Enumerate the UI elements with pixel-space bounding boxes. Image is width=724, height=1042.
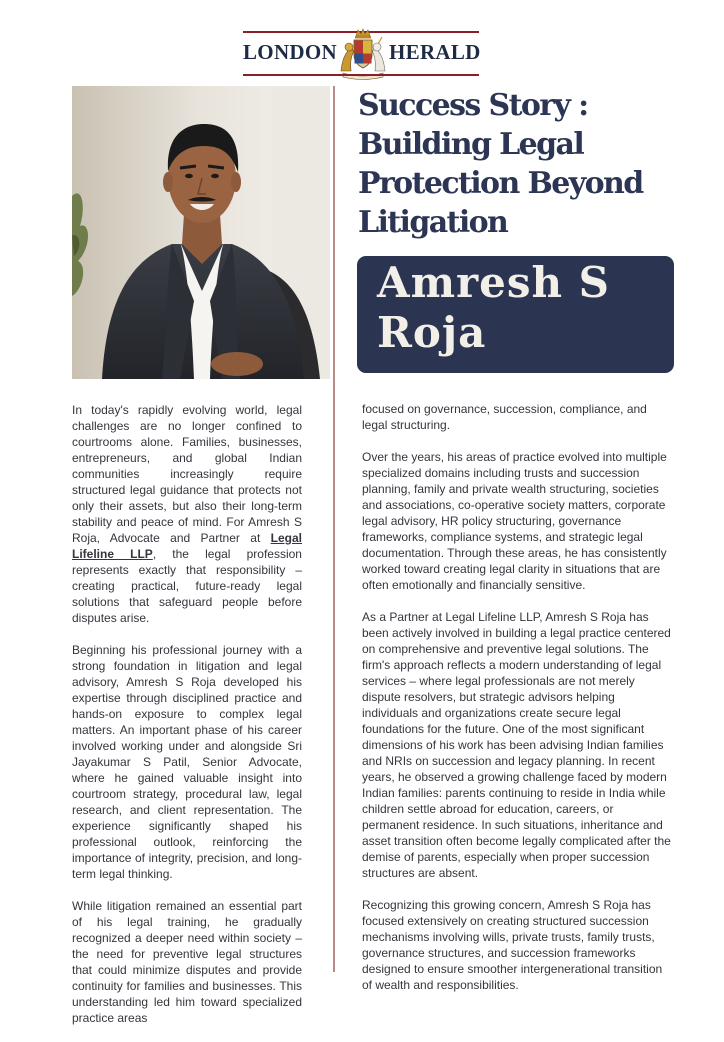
right-column xyxy=(362,401,674,1009)
firm-name-link: Legal Lifeline LLP xyxy=(72,531,302,561)
headline-line-1: Success Story : xyxy=(358,88,588,123)
name-banner xyxy=(357,256,674,373)
headline-line-4: Litigation xyxy=(358,205,508,240)
royal-coat-of-arms-icon xyxy=(337,27,389,81)
portrait-photo-icon xyxy=(72,86,330,379)
masthead xyxy=(243,31,479,81)
headline-line-3: Protection Beyond xyxy=(358,166,643,201)
masthead-title-left: LONDON xyxy=(243,40,337,64)
headline xyxy=(358,86,678,242)
right-paragraph-3: As a Partner at Legal Lifeline LLP, Amresh S Roja has been actively involved in building a legal practice centered on comprehensive and preventive legal solutions. The firm's approach reflects a modern understanding of legal services – where legal professionals are not merely dispute resolvers, but strategic advisors helping individuals and organizations create secure legal foundations for the future. One of the most significant dimensions of his work has been advising Indian families and NRIs on succession and legacy planning. In recent years, he observed a growing challenge faced by modern Indian families: parents continuing to reside in India while children settle abroad for education, careers, or permanent residence. In such situations, inheritance and asset transition often become legally complicated after the demise of parents, especially when proper succession structures are absent. xyxy=(362,610,671,880)
masthead-title-right: HERALD xyxy=(389,40,481,64)
left-paragraph-2: Beginning his professional journey with a strong foundation in litigation and legal advisory, Amresh S Roja developed his expertise through disciplined practice and hands-on exposure to complex legal matters. An important phase of his career involved working under and alongside Sri Jayakumar S Patil, Senior Advocate, where he gained valuable insight into courtroom strategy, procedural law, legal research, and client representation. The experience significantly shaped his professional outlook, reinforcing the importance of integrity, precision, and long-term legal thinking. xyxy=(72,643,302,881)
left-paragraph-1 xyxy=(72,402,302,626)
left-paragraph-3: While litigation remained an essential part of his legal training, he gradually recognized a deeper need within society – the need for preventive legal structures that could minimize disputes and provide continuity for families and businesses. This understanding led him toward specialized practice areas xyxy=(72,899,302,1025)
left-paragraph-1-rest: , the legal profession represents exactly that responsibility – creating practical, future-ready legal solutions that safeguard people before disputes arise. xyxy=(72,547,302,625)
person-name xyxy=(377,258,654,358)
headline-line-2: Building Legal xyxy=(358,127,584,162)
person-name-line-1: Amresh S xyxy=(377,258,611,307)
left-column xyxy=(72,402,302,1042)
person-name-line-2: Roja xyxy=(377,308,487,357)
right-paragraph-2: Over the years, his areas of practice evolved into multiple specialized domains including trusts and succession planning, family and private wealth structuring, societies and associations, co-operative society matters, corporate legal advisory, HR policy structuring, governance frameworks, compliance systems, and strategic legal documentation. Through these areas, he has consistently worked toward creating legal clarity in situations that are often emotionally and financially sensitive. xyxy=(362,450,667,592)
right-paragraph-1: focused on governance, succession, compliance, and legal structuring. xyxy=(362,402,647,432)
left-paragraph-1-intro: In today's rapidly evolving world, legal challenges are no longer confined to courtrooms alone. Families, businesses, entrepreneurs, and global Indian communities increasingly require structured legal guidance that protects not only their assets, but also their long-term stability and peace of mind. For Amresh S Roja, Advocate and Partner at xyxy=(72,403,302,545)
column-divider xyxy=(333,86,335,972)
portrait-photo xyxy=(72,86,330,379)
right-paragraph-4: Recognizing this growing concern, Amresh S Roja has focused extensively on creating structured succession mechanisms involving wills, private trusts, family trusts, governance structures, and succession frameworks designed to ensure smoother intergenerational transition of wealth and responsibilities. xyxy=(362,898,663,992)
masthead-bottom-rule xyxy=(243,74,479,76)
